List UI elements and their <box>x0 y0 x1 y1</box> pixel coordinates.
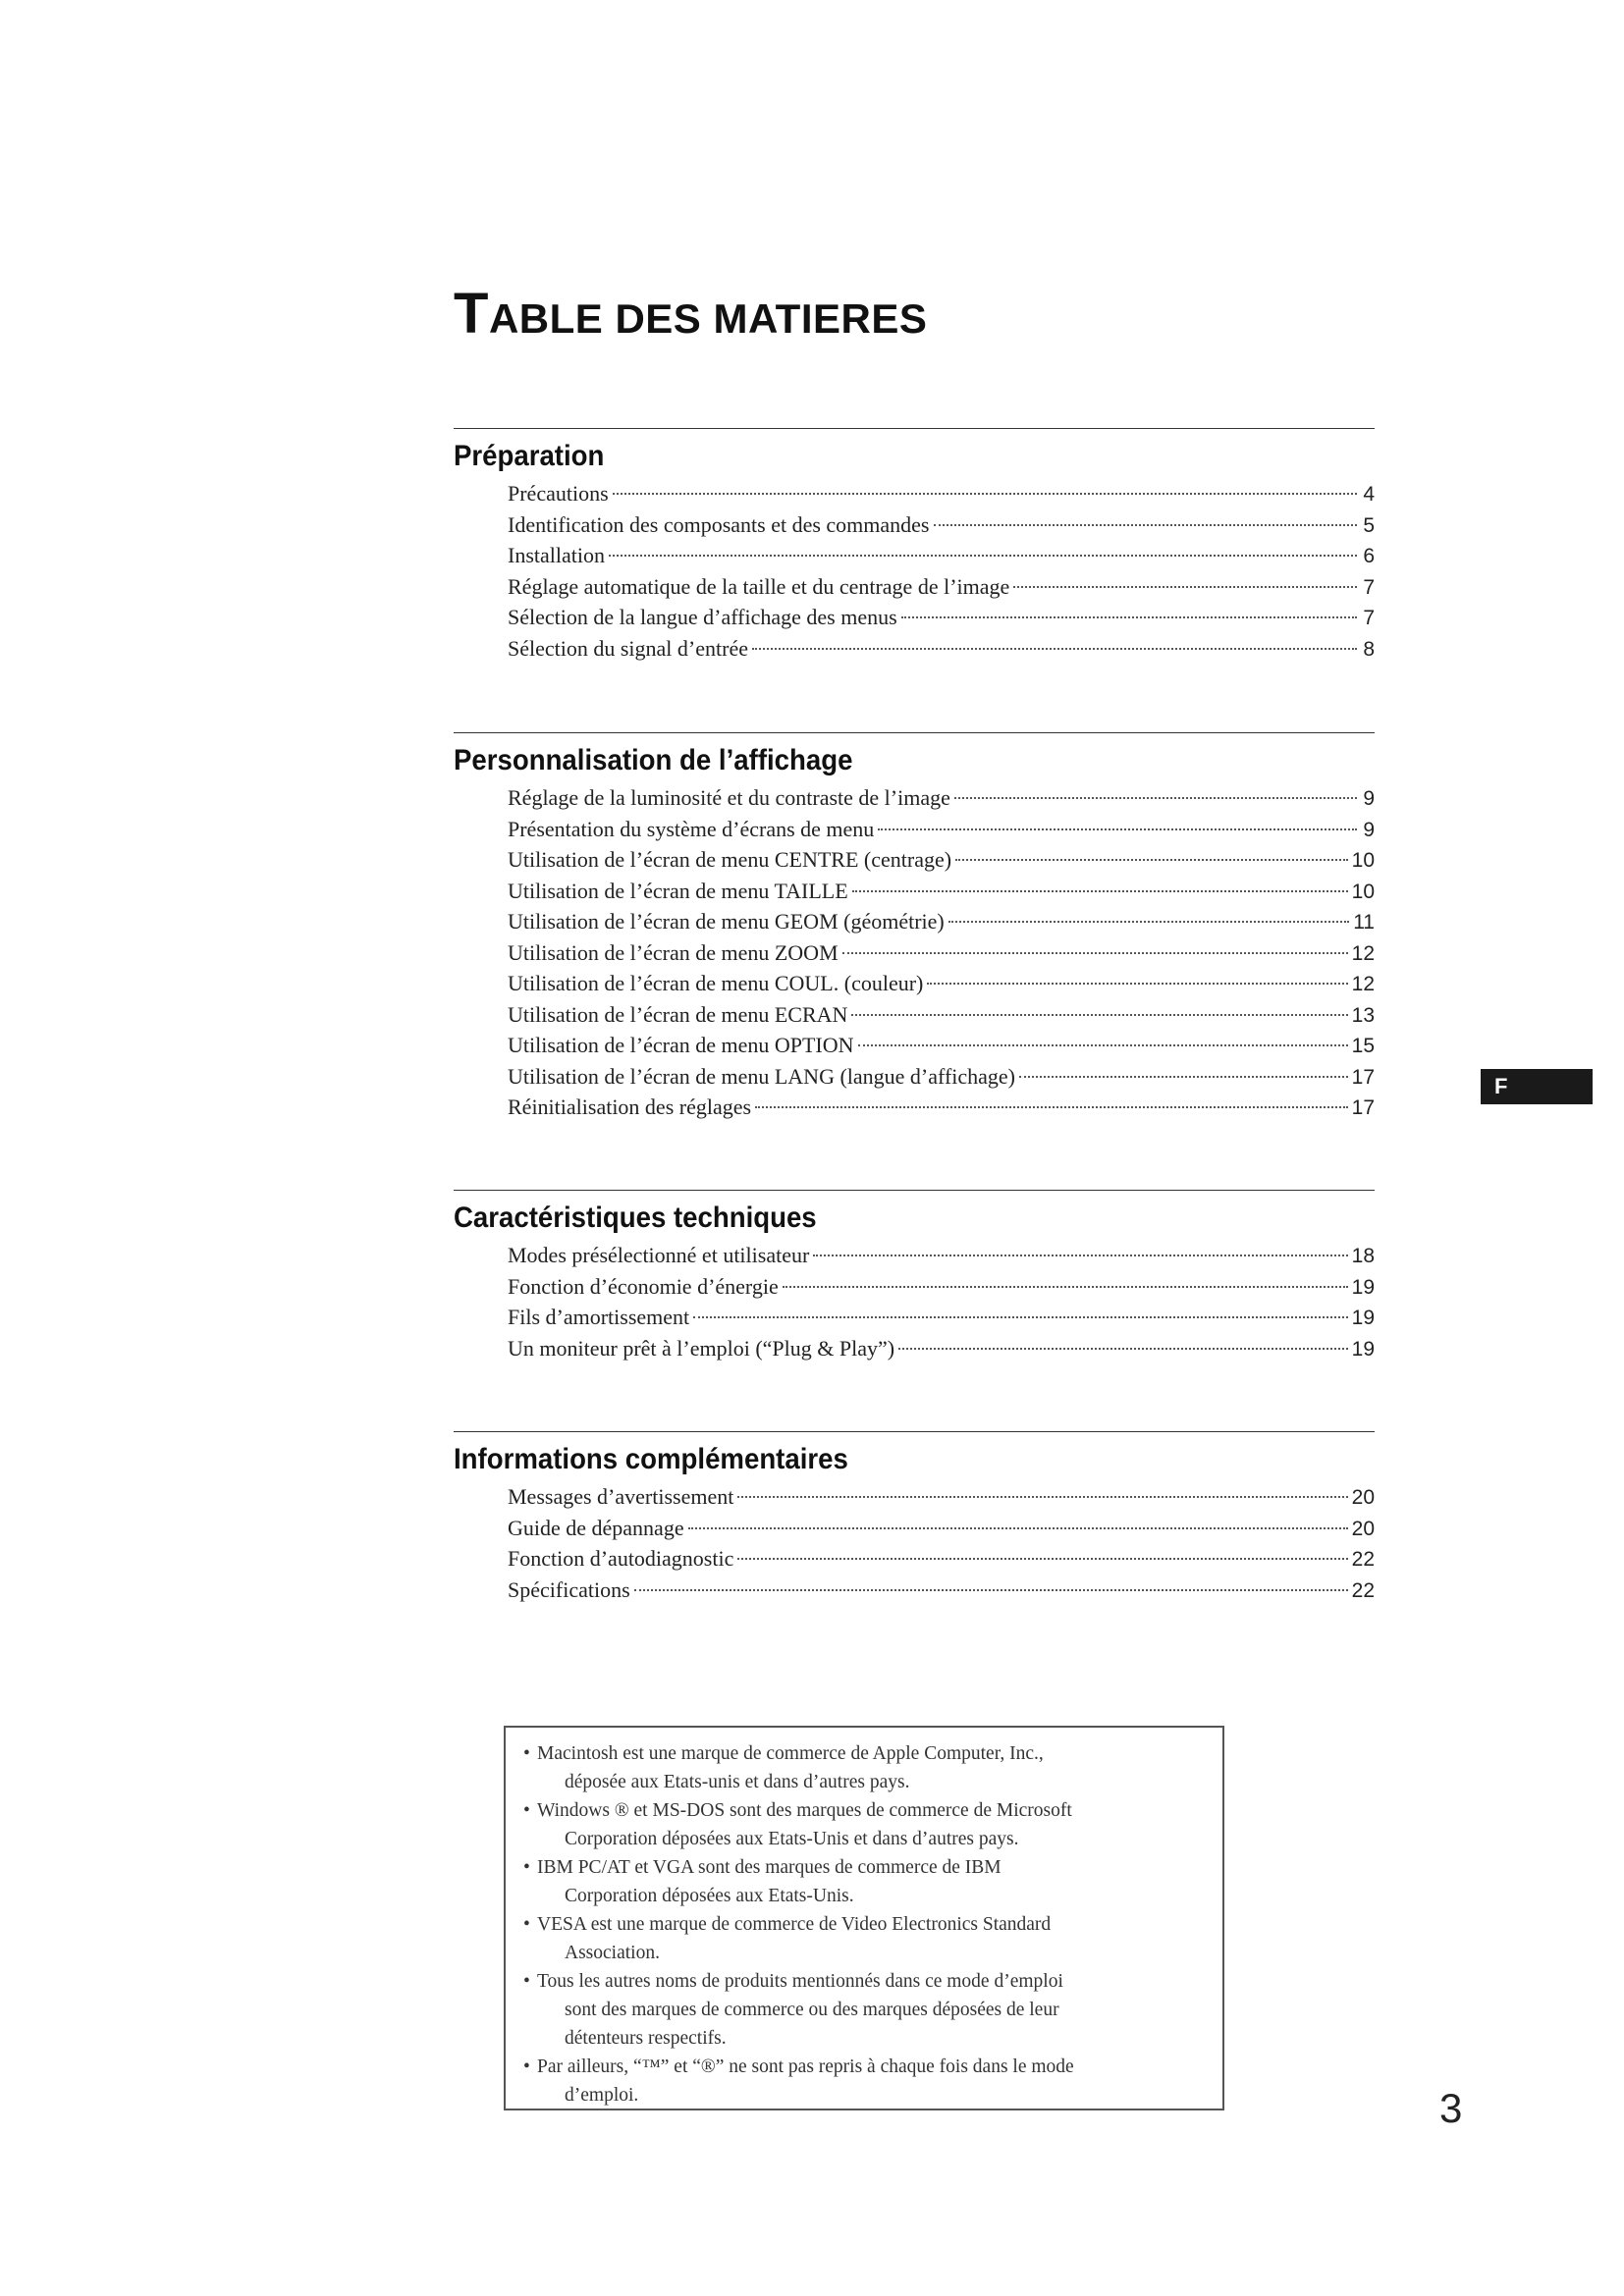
trademark-line: Tous les autres noms de produits mentionnés dans ce mode d’emploi <box>537 1971 1063 1992</box>
entry-label: Sélection de la langue d’affichage des menus <box>508 605 897 629</box>
bullet-icon: • <box>523 1971 530 1992</box>
dot-leader <box>858 1044 1348 1046</box>
dot-leader <box>737 1558 1347 1560</box>
toc-entry[interactable] <box>508 1092 1375 1123</box>
entry-page: 19 <box>1351 1307 1375 1329</box>
dot-leader <box>852 890 1348 892</box>
toc-entry[interactable] <box>508 1333 1375 1364</box>
entry-label: Installation <box>508 543 605 567</box>
trademark-line: VESA est une marque de commerce de Video Electronics Standard <box>537 1914 1052 1935</box>
entry-page: 4 <box>1363 483 1375 506</box>
dot-leader <box>851 1014 1347 1016</box>
page-number: 3 <box>1439 2085 1463 2131</box>
toc-entry[interactable] <box>508 814 1375 845</box>
dot-leader <box>955 859 1348 861</box>
section-preparation <box>454 428 1375 664</box>
dot-leader <box>783 1286 1348 1288</box>
dot-leader <box>693 1316 1347 1318</box>
entry-label: Modes présélectionné et utilisateur <box>508 1243 810 1267</box>
toc-entry[interactable] <box>508 1061 1375 1093</box>
dot-leader <box>901 616 1357 618</box>
entry-label: Utilisation de l’écran de menu OPTION <box>508 1033 854 1057</box>
trademark-notice <box>504 1726 1224 2110</box>
dot-leader <box>954 797 1357 799</box>
entry-label: Identification des composants et des commandes <box>508 511 930 537</box>
toc-list <box>508 478 1375 664</box>
entry-label: Fonction d’autodiagnostic <box>508 1546 734 1571</box>
entry-label: Utilisation de l’écran de menu ZOOM <box>508 939 839 965</box>
dot-leader <box>755 1106 1348 1108</box>
trademark-item <box>523 1796 1205 1853</box>
section-divider <box>454 428 1375 429</box>
entry-page: 22 <box>1351 1548 1375 1571</box>
entry-page: 7 <box>1363 607 1375 629</box>
entry-label: Précautions <box>508 481 609 506</box>
bullet-icon: • <box>523 1914 530 1935</box>
section-heading: Personnalisation de l’affichage <box>454 744 853 776</box>
entry-label: Réglage de la luminosité et du contraste de l’image <box>508 785 950 810</box>
trademark-line: Association. <box>565 1943 660 1963</box>
bullet-icon: • <box>523 1857 530 1878</box>
entry-label: Fonction d’économie d’énergie <box>508 1273 779 1299</box>
entry-label: Un moniteur prêt à l’emploi (“Plug & Play”) <box>508 1335 895 1361</box>
toc-entry[interactable] <box>508 1302 1375 1333</box>
entry-label: Messages d’avertissement <box>508 1484 734 1509</box>
trademark-line: sont des marques de commerce ou des marques déposées de leur <box>565 2000 1059 2020</box>
entry-label: Utilisation de l’écran de menu ECRAN <box>508 1001 848 1027</box>
language-tab: F <box>1481 1069 1593 1104</box>
entry-page: 13 <box>1351 1003 1375 1027</box>
trademark-item <box>523 1853 1205 1910</box>
trademark-line: Par ailleurs, “™” et “®” ne sont pas repris à chaque fois dans le mode <box>537 2056 1074 2077</box>
dot-leader <box>1013 586 1357 588</box>
dot-leader <box>609 555 1357 557</box>
toc-entry[interactable] <box>508 1240 1375 1271</box>
entry-page: 6 <box>1363 545 1375 567</box>
entry-page: 11 <box>1353 911 1375 934</box>
toc-entry[interactable] <box>508 633 1375 665</box>
dot-leader <box>878 828 1357 830</box>
entry-label: Utilisation de l’écran de menu GEOM (géométrie) <box>508 909 945 934</box>
section-divider <box>454 732 1375 733</box>
toc-entry[interactable] <box>508 999 1375 1031</box>
entry-label: Présentation du système d’écrans de menu <box>508 816 875 841</box>
section-divider <box>454 1431 1375 1432</box>
entry-page: 20 <box>1351 1517 1375 1540</box>
toc-entry[interactable] <box>508 1575 1375 1606</box>
section-heading: Préparation <box>454 440 605 472</box>
toc-entry[interactable] <box>508 540 1375 571</box>
toc-entry[interactable] <box>508 1513 1375 1544</box>
entry-page: 10 <box>1351 880 1375 903</box>
trademark-item <box>523 2053 1205 2109</box>
toc-list <box>508 1481 1375 1605</box>
entry-label: Fils d’amortissement <box>508 1305 690 1329</box>
bullet-icon: • <box>523 1800 530 1821</box>
toc-entry[interactable] <box>508 844 1375 876</box>
entry-page: 20 <box>1351 1486 1375 1509</box>
toc-entry[interactable] <box>508 602 1375 633</box>
trademark-line: Corporation déposées aux Etats-Unis et dans d’autres pays. <box>565 1829 1019 1849</box>
toc-entry[interactable] <box>508 937 1375 969</box>
bullet-icon: • <box>523 2056 530 2077</box>
entry-page: 17 <box>1351 1065 1375 1089</box>
trademark-line: détenteurs respectifs. <box>565 2028 727 2049</box>
entry-label: Utilisation de l’écran de menu TAILLE <box>508 878 848 903</box>
section-divider <box>454 1190 1375 1191</box>
trademark-line: déposée aux Etats-unis et dans d’autres pays. <box>565 1772 910 1792</box>
entry-page: 17 <box>1351 1096 1375 1119</box>
trademark-item <box>523 1967 1205 2053</box>
toc-entry[interactable] <box>508 571 1375 603</box>
dot-leader <box>737 1496 1347 1498</box>
dot-leader <box>634 1589 1348 1591</box>
toc-entry[interactable] <box>508 906 1375 937</box>
entry-page: 7 <box>1363 575 1375 599</box>
entry-page: 9 <box>1363 818 1375 841</box>
toc-entry[interactable] <box>508 1030 1375 1061</box>
entry-page: 12 <box>1351 973 1375 995</box>
section-heading: Informations complémentaires <box>454 1443 848 1475</box>
entry-label: Utilisation de l’écran de menu CENTRE (centrage) <box>508 847 952 872</box>
trademark-item <box>523 1910 1205 1967</box>
entry-label: Utilisation de l’écran de menu LANG (langue d’affichage) <box>508 1063 1015 1089</box>
dot-leader <box>613 493 1357 495</box>
entry-label: Sélection du signal d’entrée <box>508 635 748 661</box>
dot-leader <box>1019 1076 1348 1078</box>
section-informations <box>454 1431 1375 1605</box>
dot-leader <box>927 983 1347 985</box>
trademark-line: Corporation déposées aux Etats-Unis. <box>565 1886 854 1906</box>
toc-entry[interactable] <box>508 1543 1375 1575</box>
entry-label: Spécifications <box>508 1576 630 1602</box>
entry-page: 19 <box>1351 1337 1375 1361</box>
entry-label: Guide de dépannage <box>508 1515 684 1540</box>
trademark-line: Windows ® et MS-DOS sont des marques de commerce de Microsoft <box>537 1800 1072 1821</box>
entry-label: Réinitialisation des réglages <box>508 1095 752 1119</box>
entry-page: 12 <box>1351 941 1375 965</box>
dot-leader <box>752 648 1357 650</box>
dot-leader <box>948 921 1349 923</box>
dot-leader <box>688 1527 1348 1529</box>
toc-entry[interactable] <box>508 478 1375 509</box>
section-heading: Caractéristiques techniques <box>454 1201 817 1234</box>
section-caracteristiques <box>454 1190 1375 1363</box>
entry-label: Réglage automatique de la taille et du centrage de l’image <box>508 573 1010 599</box>
toc-list <box>508 1240 1375 1363</box>
trademark-line: IBM PC/AT et VGA sont des marques de commerce de IBM <box>537 1857 1001 1878</box>
toc-entry[interactable] <box>508 509 1375 541</box>
entry-page: 22 <box>1351 1578 1375 1602</box>
trademark-line: d’emploi. <box>565 2085 639 2106</box>
entry-page: 8 <box>1363 637 1375 661</box>
entry-page: 18 <box>1351 1245 1375 1267</box>
trademark-line: Macintosh est une marque de commerce de Apple Computer, Inc., <box>537 1743 1044 1764</box>
entry-page: 15 <box>1351 1035 1375 1057</box>
dot-leader <box>898 1348 1348 1350</box>
entry-label: Utilisation de l’écran de menu COUL. (couleur) <box>508 971 924 995</box>
entry-page: 10 <box>1351 849 1375 872</box>
page-title: TABLE DES MATIERES <box>454 282 928 346</box>
toc-entry[interactable] <box>508 968 1375 999</box>
toc-list <box>508 782 1375 1123</box>
dot-leader <box>813 1255 1347 1256</box>
dot-leader <box>934 524 1358 526</box>
entry-page: 19 <box>1351 1275 1375 1299</box>
toc-entry[interactable] <box>508 782 1375 814</box>
trademark-item <box>523 1739 1205 1796</box>
section-personnalisation <box>454 732 1375 1123</box>
entry-page: 9 <box>1363 787 1375 810</box>
dot-leader <box>842 952 1348 954</box>
toc-entry[interactable] <box>508 1271 1375 1303</box>
toc-entry[interactable] <box>508 876 1375 907</box>
bullet-icon: • <box>523 1743 530 1764</box>
entry-page: 5 <box>1363 513 1375 537</box>
toc-entry[interactable] <box>508 1481 1375 1513</box>
